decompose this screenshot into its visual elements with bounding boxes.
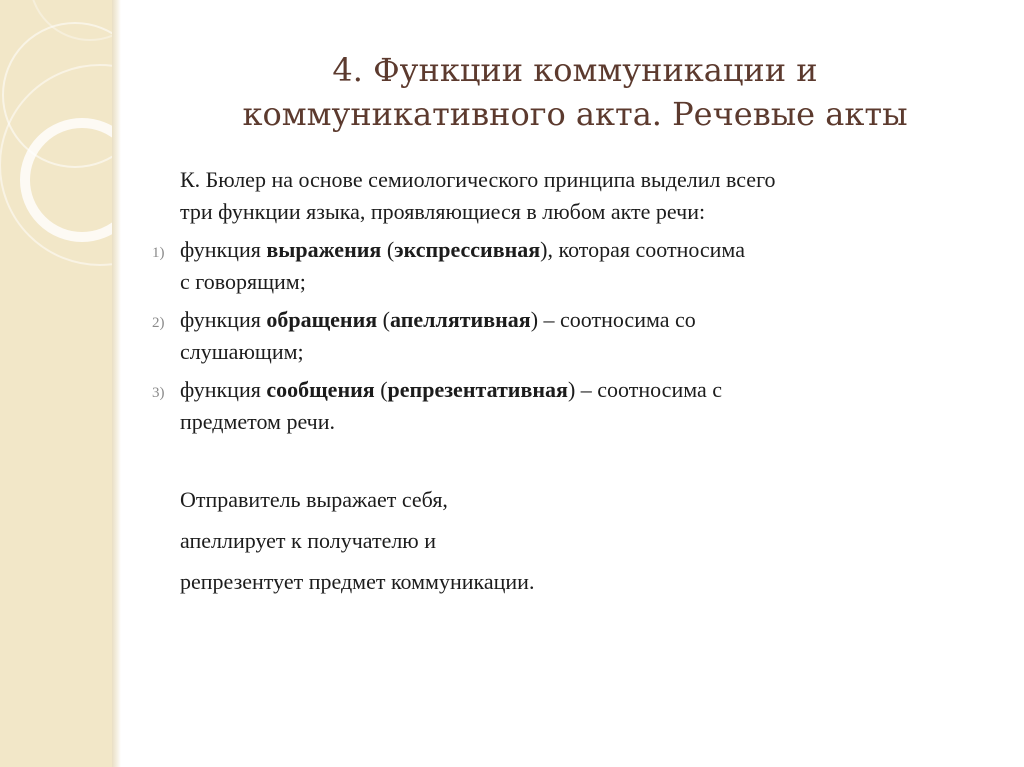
item-bold-term: экспрессивная — [394, 237, 541, 262]
item-bold-term: выражения — [266, 237, 382, 262]
closing-paragraph — [180, 484, 1000, 598]
slide-body — [152, 164, 1000, 607]
item-bold-term: сообщения — [266, 377, 375, 402]
list-item-line-2: с говорящим; — [180, 269, 306, 294]
list-item-line-1 — [180, 234, 1000, 266]
list-item — [152, 374, 1000, 438]
item-text: функция — [180, 377, 267, 402]
intro-line-2: три функции языка, проявляющиеся в любом акте речи: — [180, 199, 706, 224]
item-bold-term: обращения — [266, 307, 378, 332]
item-bold-term: апеллятивная — [390, 307, 531, 332]
item-text: ) – соотносима со — [530, 307, 696, 332]
item-text: ( — [374, 377, 388, 402]
list-number: 2) — [152, 315, 165, 331]
list-item-line-1 — [180, 374, 1000, 406]
list-item — [152, 234, 1000, 298]
intro-line-1: К. Бюлер на основе семиологического принципа выделил всего — [180, 167, 776, 192]
closing-line-3: репрезентует предмет коммуникации. — [180, 569, 535, 594]
item-bold-term: репрезентативная — [387, 377, 568, 402]
list-number: 1) — [152, 245, 165, 261]
title-line-2: коммуникативного акта. Речевые акты — [242, 95, 908, 133]
title-line-1: 4. Функции коммуникации и — [332, 51, 818, 89]
item-text: функция — [180, 307, 267, 332]
closing-line-2: апеллирует к получателю и — [180, 528, 437, 553]
item-text: ( — [377, 307, 390, 332]
list-item — [152, 304, 1000, 368]
item-text: функция — [180, 237, 267, 262]
list-item-line-1 — [180, 304, 1000, 336]
slide-title — [150, 48, 1000, 136]
functions-list — [152, 234, 1000, 438]
closing-line-1: Отправитель выражает себя, — [180, 487, 448, 512]
item-text: ( — [381, 237, 395, 262]
intro-paragraph — [180, 164, 1000, 228]
list-item-line-2: слушающим; — [180, 339, 304, 364]
item-text: ) – соотносима с — [567, 377, 723, 402]
list-item-line-2: предметом речи. — [180, 409, 336, 434]
sidebar-divider — [112, 0, 121, 767]
item-text: ), которая соотносима — [540, 237, 745, 262]
decorative-circles-graphic — [0, 0, 112, 767]
decorative-sidebar — [0, 0, 112, 767]
list-number: 3) — [152, 385, 165, 401]
